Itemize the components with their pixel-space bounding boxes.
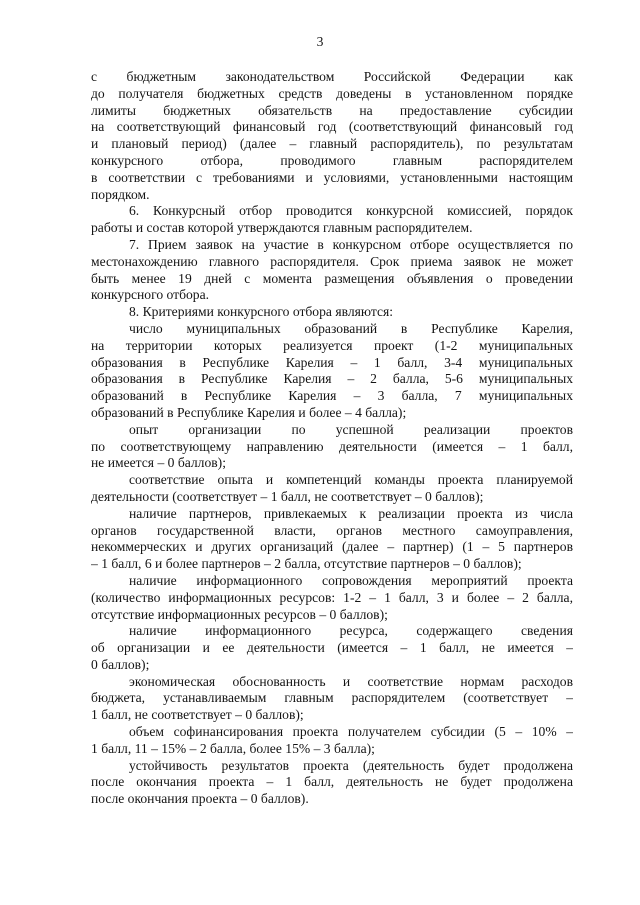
text-line: – 1 балл, 6 и более партнеров – 2 балла, отсутствие партнеров – 0 баллов);	[91, 556, 522, 572]
paragraph-criterion-sustainability	[91, 758, 573, 808]
text-line: не имеется – 0 баллов);	[91, 455, 226, 471]
document-body	[91, 69, 573, 808]
text-line: (количество информационных ресурсов: 1-2 – 1 балл, 3 и более – 2 балла,	[91, 589, 573, 605]
text-line: деятельности (соответствует – 1 балл, не соответствует – 0 баллов);	[91, 488, 484, 504]
text-line: конкурсного отбора.	[91, 287, 210, 303]
text-line: лимиты бюджетных обязательств на предоставление субсидии	[91, 102, 573, 118]
text-line: образований в Республике Карелия и более – 4 балла);	[91, 404, 407, 420]
paragraph-criterion-info-support	[91, 573, 573, 623]
text-line: быть менее 19 дней с момента размещения объявления о проведении	[91, 270, 573, 286]
paragraph-criterion-municipalities	[91, 321, 573, 422]
text-line: в соответствии с требованиями и условиями, установленными настоящим	[91, 169, 573, 185]
paragraph-clause-7	[91, 237, 573, 304]
text-line: местонахождению главного распорядителя. Срок приема заявок не может	[91, 253, 573, 269]
text-line: 1 балл, 11 – 15% – 2 балла, более 15% – 3 балла);	[91, 740, 375, 756]
text-line: 8. Критериями конкурсного отбора являются:	[129, 304, 394, 320]
paragraph-criterion-partners	[91, 506, 573, 573]
text-line: порядком.	[91, 186, 150, 202]
text-line: бюджета, устанавливаемым главным распорядителем (соответствует –	[91, 690, 573, 706]
text-line: на территории которых реализуется проект (1-2 муниципальных	[91, 337, 573, 353]
paragraph-clause-6	[91, 203, 573, 237]
text-line: наличие информационного ресурса, содержащего сведения	[129, 623, 573, 639]
text-line: опыт организации по успешной реализации проектов	[129, 421, 573, 437]
text-line: образования в Республике Карелия – 2 балла, 5-6 муниципальных	[91, 371, 573, 387]
text-line: 6. Конкурсный отбор проводится конкурсной комиссией, порядок	[129, 203, 573, 219]
text-line: некоммерческих и других организаций (далее – партнер) (1 – 5 партнеров	[91, 539, 573, 555]
paragraph-criterion-experience	[91, 422, 573, 472]
paragraph-criterion-cofinancing	[91, 724, 573, 758]
page-number: 3	[316, 34, 324, 49]
paragraph-criterion-info-resource	[91, 623, 573, 673]
paragraph-clause-8	[91, 304, 573, 321]
text-line: работы и состав которой утверждаются главным распорядителем.	[91, 220, 473, 236]
text-line: образования в Республике Карелия – 1 балл, 3-4 муниципальных	[91, 354, 573, 370]
text-line: наличие партнеров, привлекаемых к реализации проекта из числа	[129, 505, 573, 521]
text-line: 1 балл, не соответствует – 0 баллов);	[91, 707, 304, 723]
paragraph-criterion-team	[91, 472, 573, 506]
text-line: экономическая обоснованность и соответствие нормам расходов	[129, 673, 573, 689]
text-line: после окончания проекта – 1 балл, деятельность не будет продолжена	[91, 774, 573, 790]
text-line: до получателя бюджетных средств доведены в установленном порядке	[91, 85, 573, 101]
paragraph-criterion-economics	[91, 674, 573, 724]
text-line: 7. Прием заявок на участие в конкурсном отборе осуществляется по	[129, 236, 573, 252]
text-line: конкурсного отбора, проводимого главным распорядителем	[91, 152, 573, 168]
text-line: по соответствующему направлению деятельности (имеется – 1 балл,	[91, 438, 573, 454]
text-line: 0 баллов);	[91, 656, 150, 672]
text-line: отсутствие информационных ресурсов – 0 баллов);	[91, 606, 388, 622]
text-line: после окончания проекта – 0 баллов).	[91, 791, 309, 807]
text-line: на соответствующий финансовый год (соответствующий финансовый год	[91, 119, 573, 135]
text-line: органов государственной власти, органов местного самоуправления,	[91, 522, 573, 538]
text-line: об организации и ее деятельности (имеется – 1 балл, не имеется –	[91, 640, 573, 656]
text-line: и плановый период) (далее – главный распорядитель), по результатам	[91, 136, 573, 152]
text-line: с бюджетным законодательством Российской Федерации как	[91, 69, 573, 84]
text-line: объем софинансирования проекта получателем субсидии (5 – 10% –	[129, 724, 573, 740]
text-line: устойчивость результатов проекта (деятельность будет продолжена	[129, 757, 573, 773]
text-line: наличие информационного сопровождения мероприятий проекта	[129, 572, 573, 588]
text-line: соответствие опыта и компетенций команды проекта планируемой	[129, 472, 573, 488]
text-line: образований в Республике Карелия – 3 балла, 7 муниципальных	[91, 388, 573, 404]
text-line: число муниципальных образований в Республике Карелия,	[129, 320, 573, 336]
paragraph-budget-continuation	[91, 69, 573, 203]
